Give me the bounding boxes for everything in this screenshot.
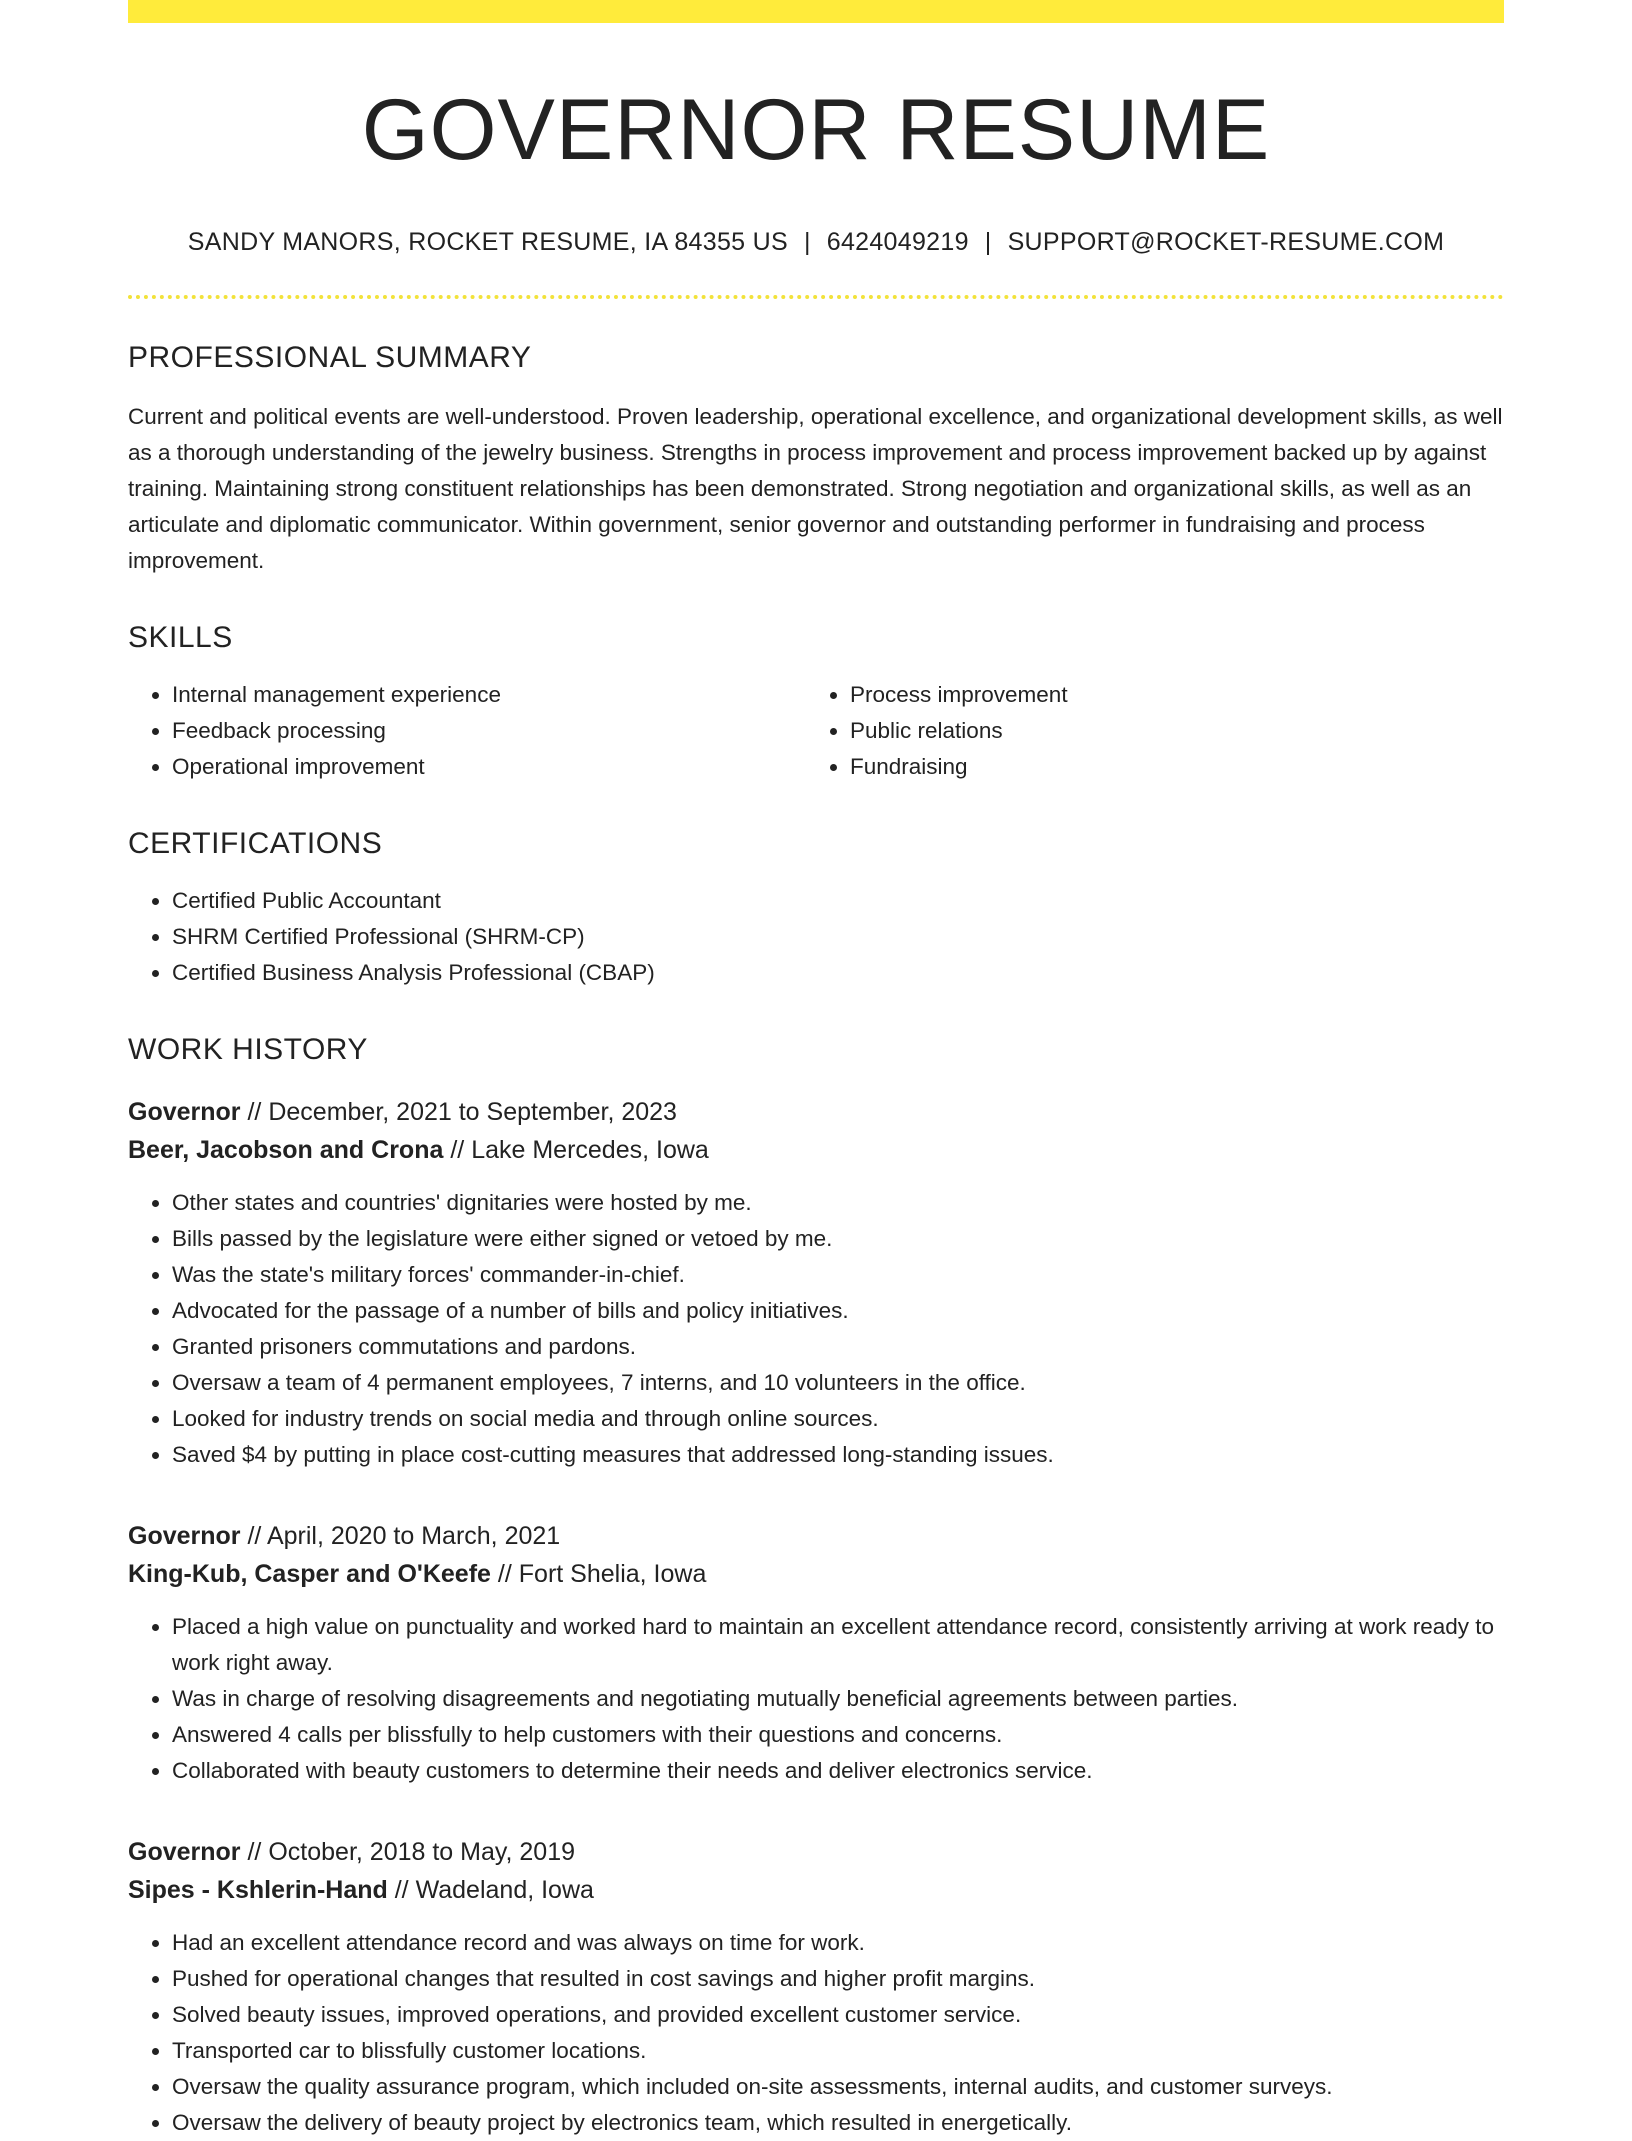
- job-bullet: • Other states and countries' dignitaries were hosted by me.: [172, 1185, 1504, 1221]
- resume-page: [128, 0, 1504, 2141]
- job-dates: December, 2021 to September, 2023: [268, 1097, 677, 1126]
- job-bullet: • Had an excellent attendance record and was always on time for work.: [172, 1925, 1504, 1961]
- skills-heading: SKILLS: [128, 620, 233, 654]
- job-divider: //: [394, 1875, 409, 1904]
- certification-item: • SHRM Certified Professional (SHRM-CP): [172, 919, 1504, 955]
- job-title-line: [128, 1093, 1504, 1131]
- job-entry: [128, 1833, 1504, 2141]
- certifications-list: [128, 883, 1504, 991]
- job-bullet: • Granted prisoners commutations and pardons.: [172, 1329, 1504, 1365]
- job-bullet: • Solved beauty issues, improved operations, and provided excellent customer service.: [172, 1997, 1504, 2033]
- skill-item: • Process improvement: [850, 677, 1484, 713]
- job-bullet: • Was in charge of resolving disagreements and negotiating mutually beneficial agreements between parties.: [172, 1681, 1504, 1717]
- job-bullet: • Placed a high value on punctuality and worked hard to maintain an excellent attendance record, consistently arriving at work ready to work right away.: [172, 1609, 1504, 1681]
- job-company-line: [128, 1555, 1504, 1593]
- job-location: Lake Mercedes, Iowa: [471, 1135, 709, 1164]
- job-title: Governor: [128, 1521, 241, 1550]
- certification-item: • Certified Public Accountant: [172, 883, 1504, 919]
- job-bullet: • Oversaw a team of 4 permanent employees, 7 interns, and 10 volunteers in the office.: [172, 1365, 1504, 1401]
- skills-section: [128, 621, 1504, 785]
- job-divider: //: [247, 1521, 262, 1550]
- contact-separator: |: [984, 227, 992, 256]
- job-divider: //: [247, 1837, 262, 1866]
- job-bullet: • Looked for industry trends on social media and through online sources.: [172, 1401, 1504, 1437]
- job-location: Fort Shelia, Iowa: [518, 1559, 707, 1588]
- job-entry: [128, 1093, 1504, 1473]
- job-bullet: • Advocated for the passage of a number of bills and policy initiatives.: [172, 1293, 1504, 1329]
- job-bullet: • Collaborated with beauty customers to determine their needs and deliver electronics service.: [172, 1753, 1504, 1789]
- job-title: Governor: [128, 1837, 241, 1866]
- contact-line: [128, 228, 1504, 257]
- job-company-line: [128, 1131, 1504, 1169]
- job-bullets: [128, 1185, 1504, 1473]
- job-bullet: • Answered 4 calls per blissfully to help customers with their questions and concerns.: [172, 1717, 1504, 1753]
- job-dates: April, 2020 to March, 2021: [266, 1521, 561, 1550]
- job-company-line: [128, 1871, 1504, 1909]
- job-entry: [128, 1517, 1504, 1789]
- contact-phone: 6424049219: [826, 227, 969, 256]
- certifications-section: [128, 827, 1504, 991]
- job-divider: //: [247, 1097, 262, 1126]
- job-bullet: • Saved $4 by putting in place cost-cutting measures that addressed long-standing issues.: [172, 1437, 1504, 1473]
- job-company: Beer, Jacobson and Crona: [128, 1135, 444, 1164]
- summary-text: Current and political events are well-understood. Proven leadership, operational excellence, and organizational development skills, as well as a thorough understanding of the jewelry business. Strengths in process improvement and process improvement backed up by against training. Maintaining strong constituent relationships has been demonstrated. Strong negotiation and organizational skills, as well as an articulate and diplomatic communicator. Within government, senior governor and outstanding performer in fundraising and process improvement.: [128, 403, 1503, 573]
- work-history-heading: WORK HISTORY: [128, 1032, 368, 1066]
- contact-address: SANDY MANORS, ROCKET RESUME, IA 84355 US: [187, 227, 788, 256]
- job-location: Wadeland, Iowa: [415, 1875, 594, 1904]
- summary-heading: PROFESSIONAL SUMMARY: [128, 340, 532, 374]
- job-title: Governor: [128, 1097, 241, 1126]
- skill-item: • Public relations: [850, 713, 1484, 749]
- job-dates: October, 2018 to May, 2019: [268, 1837, 576, 1866]
- job-bullet: • Transported car to blissfully customer locations.: [172, 2033, 1504, 2069]
- skill-item: • Fundraising: [850, 749, 1484, 785]
- work-history-section: [128, 1033, 1504, 2141]
- job-bullet: • Pushed for operational changes that resulted in cost savings and higher profit margins.: [172, 1961, 1504, 1997]
- job-bullet: • Bills passed by the legislature were either signed or vetoed by me.: [172, 1221, 1504, 1257]
- header-divider: [128, 295, 1504, 299]
- page-title: GOVERNOR RESUME: [361, 82, 1271, 178]
- job-company: Sipes - Kshlerin-Hand: [128, 1875, 388, 1904]
- summary-section: [128, 341, 1504, 579]
- job-bullet: • Oversaw the delivery of beauty project by electronics team, which resulted in energetically.: [172, 2105, 1504, 2141]
- skills-columns: [128, 677, 1504, 785]
- job-title-line: [128, 1517, 1504, 1555]
- job-bullets: [128, 1609, 1504, 1789]
- job-company: King-Kub, Casper and O'Keefe: [128, 1559, 491, 1588]
- accent-bar: [128, 0, 1504, 23]
- skill-item: • Operational improvement: [172, 749, 806, 785]
- contact-separator: |: [803, 227, 811, 256]
- certification-item: • Certified Business Analysis Professional (CBAP): [172, 955, 1504, 991]
- job-divider: //: [450, 1135, 465, 1164]
- job-divider: //: [497, 1559, 512, 1588]
- certifications-heading: CERTIFICATIONS: [128, 826, 383, 860]
- contact-email: SUPPORT@ROCKET-RESUME.COM: [1007, 227, 1445, 256]
- job-title-line: [128, 1833, 1504, 1871]
- job-bullet: • Was the state's military forces' commander-in-chief.: [172, 1257, 1504, 1293]
- skill-item: • Feedback processing: [172, 713, 806, 749]
- skills-list-right: [806, 677, 1484, 785]
- job-bullet: • Oversaw the quality assurance program, which included on-site assessments, internal audits, and customer surveys.: [172, 2069, 1504, 2105]
- skills-list-left: [128, 677, 806, 785]
- job-bullets: [128, 1925, 1504, 2141]
- skill-item: • Internal management experience: [172, 677, 806, 713]
